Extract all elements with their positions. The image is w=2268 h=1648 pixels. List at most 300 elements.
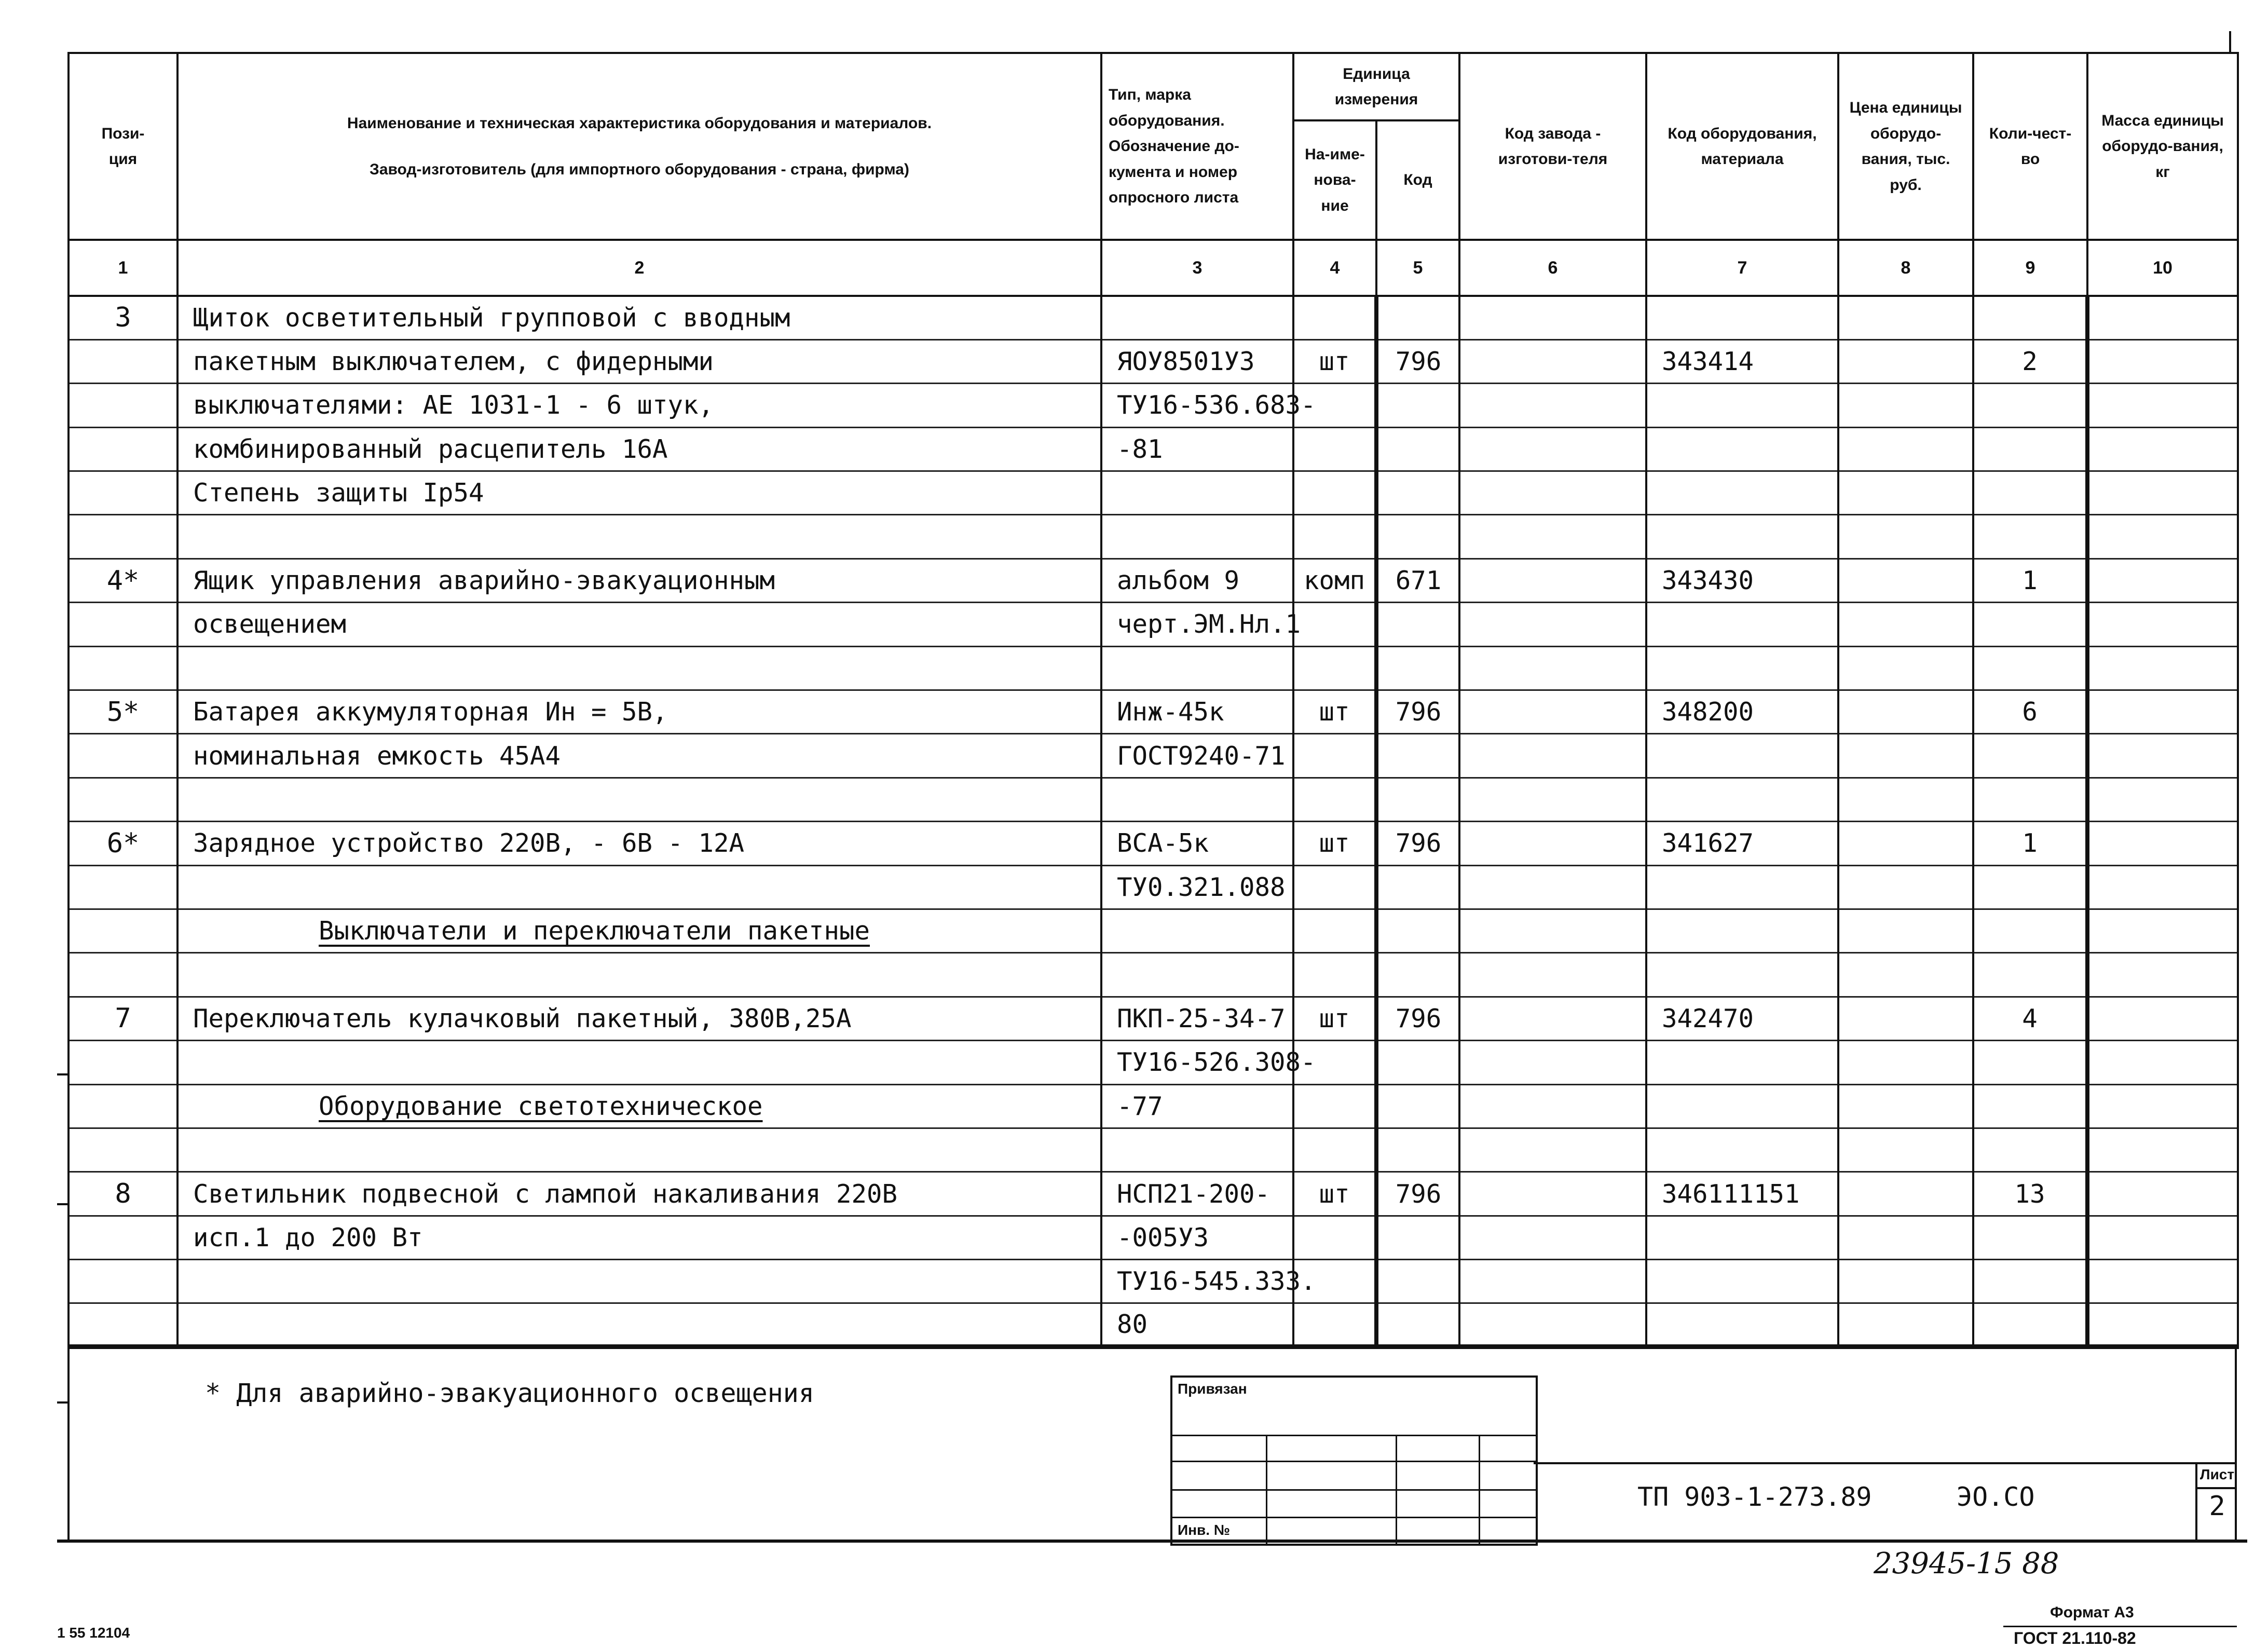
row-position — [69, 1128, 177, 1172]
row-factory-code — [1459, 778, 1646, 821]
row-mass — [2087, 865, 2238, 909]
table-row — [69, 1303, 2238, 1347]
table-row — [69, 515, 2238, 559]
row-type: ТУ16-536.683- — [1101, 384, 1293, 427]
row-quantity — [1973, 427, 2087, 471]
row-name: номинальная емкость 45А4 — [177, 734, 1101, 778]
row-unit-code — [1376, 953, 1459, 997]
row-mass — [2087, 778, 2238, 821]
row-quantity — [1973, 1260, 2087, 1303]
row-factory-code — [1459, 1128, 1646, 1172]
row-price — [1838, 646, 1973, 690]
format-label: Формат А3 — [2050, 1604, 2134, 1621]
row-type: -005УЗ — [1101, 1216, 1293, 1259]
stamp-line — [1172, 1435, 1536, 1436]
row-material-code — [1646, 909, 1838, 952]
col-num-2: 2 — [177, 240, 1101, 296]
table-row — [69, 559, 2238, 602]
row-material-code: 348200 — [1646, 690, 1838, 734]
row-name: Выключатели и переключатели пакетные — [177, 909, 1101, 952]
row-unit-code — [1376, 471, 1459, 515]
row-mass — [2087, 953, 2238, 997]
row-quantity — [1973, 909, 2087, 952]
row-unit-code: 796 — [1376, 1172, 1459, 1216]
row-unit-code — [1376, 1128, 1459, 1172]
row-quantity — [1973, 953, 2087, 997]
row-unit — [1293, 1303, 1376, 1347]
header-mass: Масса единицы оборудо-вания, кг — [2087, 53, 2238, 240]
table-row — [69, 865, 2238, 909]
row-unit-code: 796 — [1376, 339, 1459, 383]
row-price — [1838, 822, 1973, 865]
row-unit-code — [1376, 1041, 1459, 1084]
row-type: ВСА-5к — [1101, 822, 1293, 865]
gost-underline — [2003, 1626, 2237, 1627]
row-name — [177, 953, 1101, 997]
table-row — [69, 339, 2238, 383]
specification-table — [67, 52, 2239, 1349]
header-price: Цена единицы оборудо-вания, тыс. руб. — [1838, 53, 1973, 240]
binding-stamp — [1170, 1375, 1538, 1546]
header-unit-code: Код — [1376, 120, 1459, 240]
row-unit — [1293, 1216, 1376, 1259]
table-row — [69, 603, 2238, 646]
margin-tick — [2229, 31, 2233, 52]
sheet-label: Лист — [2197, 1462, 2237, 1489]
row-quantity — [1973, 1041, 2087, 1084]
row-price — [1838, 1303, 1973, 1347]
row-factory-code — [1459, 515, 1646, 559]
row-factory-code — [1459, 734, 1646, 778]
row-unit-code — [1376, 427, 1459, 471]
margin-tick — [57, 1203, 69, 1205]
row-quantity — [1973, 865, 2087, 909]
row-price — [1838, 339, 1973, 383]
row-position — [69, 953, 177, 997]
row-material-code — [1646, 734, 1838, 778]
row-position: 4* — [69, 559, 177, 602]
row-name: комбинированный расцепитель 16А — [177, 427, 1101, 471]
row-position — [69, 1041, 177, 1084]
row-name — [177, 515, 1101, 559]
row-unit — [1293, 646, 1376, 690]
document-section: ЭО.СО — [1957, 1482, 2035, 1512]
row-unit-code — [1376, 1303, 1459, 1347]
row-price — [1838, 515, 1973, 559]
row-mass — [2087, 384, 2238, 427]
row-unit: шт — [1293, 822, 1376, 865]
row-mass — [2087, 427, 2238, 471]
row-mass — [2087, 1172, 2238, 1216]
row-unit-code — [1376, 865, 1459, 909]
row-factory-code — [1459, 603, 1646, 646]
row-position — [69, 646, 177, 690]
row-mass — [2087, 559, 2238, 602]
row-unit-code — [1376, 1084, 1459, 1128]
row-price — [1838, 471, 1973, 515]
row-name: Ящик управления аварийно-эвакуационным — [177, 559, 1101, 602]
row-position: 7 — [69, 997, 177, 1040]
row-unit: шт — [1293, 339, 1376, 383]
row-material-code — [1646, 953, 1838, 997]
row-material-code — [1646, 515, 1838, 559]
row-position: 8 — [69, 1172, 177, 1216]
row-position — [69, 865, 177, 909]
row-type — [1101, 953, 1293, 997]
row-mass — [2087, 690, 2238, 734]
row-material-code — [1646, 1084, 1838, 1128]
table-row — [69, 1084, 2238, 1128]
binding-label: Привязан — [1178, 1381, 1247, 1397]
row-mass — [2087, 296, 2238, 339]
row-unit — [1293, 1128, 1376, 1172]
row-mass — [2087, 1041, 2238, 1084]
row-name: Щиток осветительный групповой с вводным — [177, 296, 1101, 339]
row-factory-code — [1459, 953, 1646, 997]
row-material-code: 346111151 — [1646, 1172, 1838, 1216]
row-name — [177, 1303, 1101, 1347]
col-num-5: 5 — [1376, 240, 1459, 296]
row-material-code — [1646, 296, 1838, 339]
row-mass — [2087, 471, 2238, 515]
row-name — [177, 1041, 1101, 1084]
row-unit — [1293, 603, 1376, 646]
header-name-line2: Завод-изготовитель (для импортного оборудования - страна, фирма) — [370, 161, 909, 178]
header-name — [177, 53, 1101, 240]
row-factory-code — [1459, 1084, 1646, 1128]
row-quantity: 6 — [1973, 690, 2087, 734]
table-row — [69, 734, 2238, 778]
row-name: освещением — [177, 603, 1101, 646]
row-unit-code — [1376, 1260, 1459, 1303]
row-factory-code — [1459, 1041, 1646, 1084]
row-unit-code — [1376, 778, 1459, 821]
row-factory-code — [1459, 822, 1646, 865]
row-price — [1838, 296, 1973, 339]
row-position: 6* — [69, 822, 177, 865]
row-unit-code — [1376, 734, 1459, 778]
row-quantity — [1973, 778, 2087, 821]
row-unit-code — [1376, 603, 1459, 646]
row-quantity — [1973, 1084, 2087, 1128]
row-mass — [2087, 646, 2238, 690]
row-unit — [1293, 865, 1376, 909]
gost-label: ГОСТ 21.110-82 — [2014, 1629, 2136, 1647]
row-type: ТУ16-526.308- — [1101, 1041, 1293, 1084]
row-price — [1838, 953, 1973, 997]
row-unit — [1293, 296, 1376, 339]
row-mass — [2087, 1216, 2238, 1259]
table-row — [69, 690, 2238, 734]
row-price — [1838, 1172, 1973, 1216]
table-row — [69, 1216, 2238, 1259]
row-factory-code — [1459, 865, 1646, 909]
col-num-10: 10 — [2087, 240, 2238, 296]
row-price — [1838, 1260, 1973, 1303]
table-header — [69, 53, 2238, 296]
row-quantity: 13 — [1973, 1172, 2087, 1216]
row-price — [1838, 1128, 1973, 1172]
row-type: -77 — [1101, 1084, 1293, 1128]
footer-divider — [67, 1344, 2237, 1346]
row-quantity — [1973, 1128, 2087, 1172]
header-position: Пози- ция — [69, 53, 177, 240]
stamp-line — [1172, 1517, 1536, 1518]
row-material-code — [1646, 865, 1838, 909]
row-type — [1101, 909, 1293, 952]
row-name — [177, 778, 1101, 821]
row-material-code — [1646, 778, 1838, 821]
row-quantity — [1973, 603, 2087, 646]
row-unit-code — [1376, 646, 1459, 690]
header-quantity: Коли-чест-во — [1973, 53, 2087, 240]
table-row — [69, 296, 2238, 339]
row-mass — [2087, 603, 2238, 646]
row-mass — [2087, 822, 2238, 865]
row-price — [1838, 690, 1973, 734]
row-unit — [1293, 515, 1376, 559]
row-position — [69, 734, 177, 778]
row-position — [69, 1260, 177, 1303]
margin-tick — [57, 1401, 69, 1404]
row-factory-code — [1459, 559, 1646, 602]
stamp-vline — [1479, 1435, 1480, 1544]
row-type: ЯОУ8501УЗ — [1101, 339, 1293, 383]
row-unit-code — [1376, 384, 1459, 427]
row-unit-code — [1376, 909, 1459, 952]
row-mass — [2087, 1260, 2238, 1303]
row-price — [1838, 1216, 1973, 1259]
row-material-code — [1646, 1260, 1838, 1303]
row-name — [177, 646, 1101, 690]
col-num-6: 6 — [1459, 240, 1646, 296]
row-type: ПКП-25-34-7 — [1101, 997, 1293, 1040]
table-row — [69, 1041, 2238, 1084]
row-material-code: 343430 — [1646, 559, 1838, 602]
row-name: выключателями: АЕ 1031-1 - 6 штук, — [177, 384, 1101, 427]
row-mass — [2087, 1084, 2238, 1128]
row-type — [1101, 778, 1293, 821]
table-body — [69, 296, 2238, 1347]
row-material-code — [1646, 427, 1838, 471]
row-name: Оборудование светотехническое — [177, 1084, 1101, 1128]
row-quantity — [1973, 296, 2087, 339]
row-position — [69, 515, 177, 559]
row-position — [69, 384, 177, 427]
row-name: Зарядное устройство 220В, - 6В - 12А — [177, 822, 1101, 865]
row-type — [1101, 296, 1293, 339]
row-position — [69, 1303, 177, 1347]
row-mass — [2087, 515, 2238, 559]
row-material-code — [1646, 471, 1838, 515]
footnote: * Для аварийно-эвакуационного освещения — [205, 1378, 814, 1408]
row-factory-code — [1459, 427, 1646, 471]
table-row — [69, 822, 2238, 865]
row-price — [1838, 384, 1973, 427]
row-position: 3 — [69, 296, 177, 339]
header-type: Тип, марка оборудования. Обозначение до-кумента и номер опросного листа — [1101, 53, 1293, 240]
row-quantity: 1 — [1973, 559, 2087, 602]
table-row — [69, 427, 2238, 471]
stamp-line — [1172, 1461, 1536, 1462]
row-quantity — [1973, 515, 2087, 559]
row-price — [1838, 734, 1973, 778]
row-quantity — [1973, 384, 2087, 427]
table-row — [69, 997, 2238, 1040]
row-unit: шт — [1293, 1172, 1376, 1216]
table-row — [69, 1260, 2238, 1303]
row-type — [1101, 1128, 1293, 1172]
row-price — [1838, 778, 1973, 821]
table-row — [69, 1128, 2238, 1172]
row-factory-code — [1459, 997, 1646, 1040]
row-material-code — [1646, 384, 1838, 427]
table-row — [69, 384, 2238, 427]
row-material-code — [1646, 1128, 1838, 1172]
row-price — [1838, 1041, 1973, 1084]
row-material-code — [1646, 646, 1838, 690]
row-type: ГОСТ9240-71 — [1101, 734, 1293, 778]
row-quantity — [1973, 734, 2087, 778]
header-name-line1: Наименование и техническая характеристика оборудования и материалов. — [347, 114, 932, 132]
row-name: Светильник подвесной с лампой накаливания 220В — [177, 1172, 1101, 1216]
row-position: 5* — [69, 690, 177, 734]
row-factory-code — [1459, 1216, 1646, 1259]
row-material-code: 341627 — [1646, 822, 1838, 865]
row-type: Инж-45к — [1101, 690, 1293, 734]
row-quantity — [1973, 1216, 2087, 1259]
sheet-box — [2195, 1462, 2237, 1542]
table-row — [69, 471, 2238, 515]
table-row — [69, 1172, 2238, 1216]
inventory-label: Инв. № — [1178, 1522, 1231, 1538]
row-material-code: 343414 — [1646, 339, 1838, 383]
table-row — [69, 778, 2238, 821]
row-unit-code: 671 — [1376, 559, 1459, 602]
row-unit-code — [1376, 296, 1459, 339]
row-unit — [1293, 734, 1376, 778]
row-name: исп.1 до 200 Вт — [177, 1216, 1101, 1259]
row-price — [1838, 865, 1973, 909]
sheet-number: 2 — [2209, 1491, 2225, 1522]
row-position — [69, 1216, 177, 1259]
row-unit-code — [1376, 515, 1459, 559]
row-type: ТУ0.321.088 — [1101, 865, 1293, 909]
col-num-4: 4 — [1293, 240, 1376, 296]
row-factory-code — [1459, 1303, 1646, 1347]
row-name: пакетным выключателем, с фидерными — [177, 339, 1101, 383]
row-position — [69, 909, 177, 952]
row-position — [69, 1084, 177, 1128]
row-type: НСП21-200- — [1101, 1172, 1293, 1216]
row-material-code — [1646, 1303, 1838, 1347]
col-num-7: 7 — [1646, 240, 1838, 296]
row-type: ТУ16-545.333. — [1101, 1260, 1293, 1303]
table-row — [69, 646, 2238, 690]
row-unit — [1293, 1084, 1376, 1128]
row-name — [177, 1128, 1101, 1172]
row-price — [1838, 909, 1973, 952]
row-type — [1101, 515, 1293, 559]
document-code: ТП 903-1-273.89 — [1637, 1482, 1872, 1512]
table-row — [69, 953, 2238, 997]
handwritten-number: 23945-15 88 — [1874, 1547, 2059, 1581]
stamp-line — [1172, 1489, 1536, 1491]
header-material-code: Код оборудования, материала — [1646, 53, 1838, 240]
row-unit — [1293, 909, 1376, 952]
row-factory-code — [1459, 909, 1646, 952]
row-factory-code — [1459, 384, 1646, 427]
row-factory-code — [1459, 646, 1646, 690]
row-mass — [2087, 734, 2238, 778]
row-mass — [2087, 339, 2238, 383]
row-type: 80 — [1101, 1303, 1293, 1347]
row-position — [69, 471, 177, 515]
row-type: черт.ЭМ.Нл.1 — [1101, 603, 1293, 646]
row-factory-code — [1459, 471, 1646, 515]
row-unit-code: 796 — [1376, 690, 1459, 734]
row-material-code — [1646, 603, 1838, 646]
row-position — [69, 603, 177, 646]
row-unit — [1293, 427, 1376, 471]
stamp-vline — [1266, 1435, 1267, 1544]
row-mass — [2087, 1128, 2238, 1172]
row-quantity: 4 — [1973, 997, 2087, 1040]
row-unit-code: 796 — [1376, 822, 1459, 865]
col-num-8: 8 — [1838, 240, 1973, 296]
row-material-code — [1646, 1041, 1838, 1084]
row-name: Степень защиты Ip54 — [177, 471, 1101, 515]
row-unit: шт — [1293, 690, 1376, 734]
stamp-vline — [1396, 1435, 1397, 1544]
row-position — [69, 339, 177, 383]
archive-id: 1 55 12104 — [57, 1625, 130, 1641]
row-price — [1838, 559, 1973, 602]
row-unit-code: 796 — [1376, 997, 1459, 1040]
row-quantity: 1 — [1973, 822, 2087, 865]
row-material-code: 342470 — [1646, 997, 1838, 1040]
row-name — [177, 1260, 1101, 1303]
row-type: альбом 9 — [1101, 559, 1293, 602]
row-unit — [1293, 471, 1376, 515]
row-unit-code — [1376, 1216, 1459, 1259]
frame-left-border — [67, 1344, 70, 1540]
col-num-9: 9 — [1973, 240, 2087, 296]
row-quantity — [1973, 471, 2087, 515]
row-position — [69, 427, 177, 471]
row-mass — [2087, 1303, 2238, 1347]
margin-tick — [57, 1073, 69, 1075]
row-name: Батарея аккумуляторная Ин = 5В, — [177, 690, 1101, 734]
row-price — [1838, 427, 1973, 471]
header-unit-name: На-име-нова-ние — [1293, 120, 1376, 240]
header-unit: Единица измерения — [1293, 53, 1459, 120]
row-quantity: 2 — [1973, 339, 2087, 383]
row-factory-code — [1459, 296, 1646, 339]
row-material-code — [1646, 1216, 1838, 1259]
row-price — [1838, 997, 1973, 1040]
header-factory-code: Код завода - изготови-теля — [1459, 53, 1646, 240]
col-num-1: 1 — [69, 240, 177, 296]
col-num-3: 3 — [1101, 240, 1293, 296]
row-type — [1101, 646, 1293, 690]
row-unit: шт — [1293, 997, 1376, 1040]
row-price — [1838, 603, 1973, 646]
row-price — [1838, 1084, 1973, 1128]
row-position — [69, 778, 177, 821]
row-factory-code — [1459, 1172, 1646, 1216]
row-quantity — [1973, 1303, 2087, 1347]
